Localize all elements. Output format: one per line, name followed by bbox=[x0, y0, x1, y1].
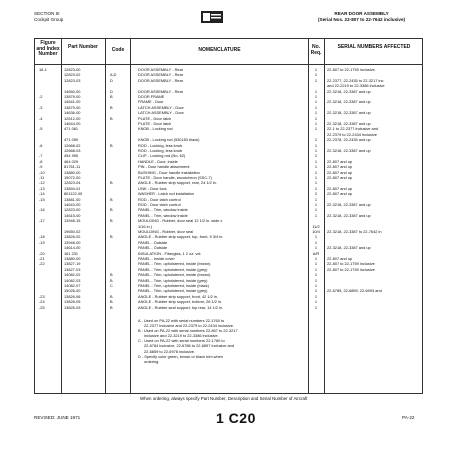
nomenclature-cell: LATCH ASSEMBLY - Door bbox=[138, 104, 184, 110]
part-number-cell: 14615-00 bbox=[64, 212, 81, 218]
nomenclature-cell: PANEL - Trim, upholstered, inside (grey) bbox=[138, 266, 208, 272]
code-cell: D bbox=[110, 88, 113, 94]
note-line: C - Used on PA-22 with serial numbers 22-1760 to bbox=[138, 338, 225, 344]
figure-index-cell: -12 bbox=[39, 180, 45, 186]
part-number-cell: 14650-00 bbox=[64, 88, 81, 94]
nomenclature-cell: DOOR ASSEMBLY - Rear bbox=[138, 67, 184, 72]
quantity-required-cell: 1 bbox=[314, 304, 318, 310]
part-number-cell: 13879-00 bbox=[64, 94, 81, 99]
code-cell: B bbox=[110, 94, 113, 99]
note-line: 22-6859 to 22-6978 inclusive. bbox=[144, 348, 196, 354]
nomenclature-cell: ROD - Locking, less knob bbox=[138, 142, 183, 148]
part-number-cell: 13948-15 bbox=[64, 218, 81, 224]
quantity-required-cell: 1 bbox=[314, 288, 318, 294]
serial-numbers-cell: 22-807 and up bbox=[327, 191, 353, 197]
nomenclature-cell: MOULDING - Rubber, door seal 12 1/2 in. wide x bbox=[138, 218, 223, 224]
part-number-cell: 471 059 bbox=[64, 137, 79, 143]
nomenclature-cell: PANEL - Inside cover bbox=[138, 256, 175, 261]
nomenclature-cell: PANEL - Outside bbox=[138, 245, 168, 251]
note-line: D - Specify color green, brown or black trim when bbox=[138, 353, 223, 359]
quantity-required-cell: 1 bbox=[314, 121, 318, 126]
nomenclature-cell: ANGLE - Rubber strip support, rear, 24 1/2 in. bbox=[138, 180, 217, 186]
quantity-required-cell: 1 bbox=[314, 207, 318, 213]
part-number-cell: 14614-00 bbox=[64, 245, 81, 251]
nomenclature-cell: WASHER - Latch rod installation bbox=[138, 191, 195, 197]
quantity-required-cell: 1 bbox=[314, 180, 318, 186]
nomenclature-cell: PANEL - Trim, upholstered, inside (grey) bbox=[138, 277, 208, 283]
code-cell: B bbox=[110, 142, 113, 148]
serial-numbers-cell: 22-807 and up bbox=[327, 185, 353, 191]
part-number-cell: 14636-00 bbox=[64, 110, 81, 116]
figure-index-cell: -16 bbox=[39, 207, 45, 213]
serial-numbers-cell: 22-3218, 22-3387 and up bbox=[327, 245, 371, 251]
page-identifier: 1 C20 bbox=[216, 410, 256, 426]
piper-logo bbox=[201, 10, 223, 22]
quantity-required-cell: 1 bbox=[314, 67, 318, 72]
quantity-required-cell: 1 bbox=[314, 153, 318, 159]
part-number-cell: 13948-00 bbox=[64, 239, 81, 245]
quantity-required-cell: 1 bbox=[314, 158, 318, 164]
revision-date: REVISED: JUNE 1971 bbox=[34, 415, 81, 420]
serial-numbers-cell: 22-3218, 22-3387 and up bbox=[327, 121, 371, 126]
part-number-cell: 81761-11 bbox=[64, 164, 81, 170]
note-line: 22-2377 inclusive and 22-2379 to 22-2434 inclusive. bbox=[144, 323, 234, 329]
part-number-cell: 471 061 bbox=[64, 126, 79, 132]
figure-index-cell: 16-1 bbox=[39, 67, 47, 72]
part-number-cell: 13826-06 bbox=[64, 293, 81, 299]
serial-numbers-cell: 22-807 and up bbox=[327, 175, 353, 180]
nomenclature-cell: DOOR ASSEMBLY - Rear bbox=[138, 88, 184, 94]
part-number-cell: 14082-07 bbox=[64, 283, 81, 288]
figure-index-cell: -4 bbox=[39, 115, 43, 121]
nomenclature-cell: PANEL - Outside bbox=[138, 239, 168, 245]
part-number-cell: 12823-02 bbox=[64, 72, 81, 78]
serial-numbers-cell: 22-2379 to 22-2434 inclusive bbox=[327, 131, 377, 137]
figure-index-cell: -18 bbox=[39, 234, 45, 240]
quantity-required-cell: 1 bbox=[314, 115, 318, 121]
quantity-required-cell: 1 bbox=[314, 126, 318, 132]
quantity-required-cell: 1 bbox=[314, 88, 318, 94]
part-number-cell: 12668-03 bbox=[64, 148, 81, 153]
code-cell: B bbox=[110, 277, 113, 283]
page-number: PA-22 bbox=[402, 415, 415, 420]
figure-index-cell: -14 bbox=[39, 191, 45, 197]
nomenclature-cell: HANDLE - Door, inside bbox=[138, 158, 178, 164]
nomenclature-cell: PANEL - Trim, window inside bbox=[138, 207, 188, 213]
nomenclature-cell: PIN - Door handle attachment bbox=[138, 164, 190, 170]
nomenclature-cell: INSULATION - Fiberglas, 1 2 oz. vol. bbox=[138, 250, 202, 256]
part-number-cell: 464 029 bbox=[64, 158, 79, 164]
nomenclature-cell: PANEL - Trim, upholstered, inside (brown) bbox=[138, 261, 211, 267]
code-cell: B bbox=[110, 299, 113, 305]
nomenclature-cell: LINK - Door lock bbox=[138, 185, 167, 191]
header-serial-numbers: SERIAL NUMBERS AFFECTED bbox=[337, 44, 411, 50]
part-number-cell: 454 955 bbox=[64, 153, 79, 159]
code-cell: A,D bbox=[110, 72, 117, 78]
serial-numbers-cell: and 22-2219 to 22-3386 inclusive bbox=[327, 83, 385, 89]
quantity-required-cell: 1 bbox=[314, 137, 318, 143]
assembly-subtitle: (Serial Nos. 22-807 to 22-7642 inclusive) bbox=[318, 16, 406, 22]
quantity-required-cell: 1 bbox=[314, 164, 318, 170]
figure-index-cell: -20 bbox=[39, 250, 45, 256]
part-number-cell: 13880-00 bbox=[64, 169, 81, 175]
part-number-cell: 161 231 bbox=[64, 250, 79, 256]
nomenclature-cell: BUSHING - Door handle installation bbox=[138, 169, 200, 175]
part-number-cell: 19650-02 bbox=[64, 229, 81, 234]
ordering-note: When ordering, always specify Part Number, Description and Serial Number of Aircraft bbox=[140, 396, 308, 401]
serial-numbers-cell: 22-3218, 22-3387 and up bbox=[327, 202, 371, 207]
quantity-required-cell: 1 bbox=[314, 94, 318, 99]
part-number-cell: 12823-00 bbox=[64, 207, 81, 213]
note-line: 22-6784 inclusive, 22-6786 to 22-6857 inclusive and bbox=[144, 343, 234, 349]
header-nomenclature: NOMENCLATURE bbox=[198, 47, 241, 53]
figure-index-cell: -5 bbox=[39, 126, 43, 132]
quantity-required-cell: 1 bbox=[314, 272, 318, 278]
part-number-cell: 14082-02 bbox=[64, 272, 81, 278]
figure-index-cell: -2 bbox=[39, 94, 43, 99]
note-line: A - Used on PA-22 with serial numbers 22-1760 to bbox=[138, 318, 225, 323]
figure-index-cell: -17 bbox=[39, 218, 45, 224]
figure-index-cell: -13 bbox=[39, 185, 45, 191]
code-cell: B bbox=[110, 207, 113, 213]
nomenclature-cell: ROD - Door latch control bbox=[138, 196, 181, 202]
note-line: inclusive and 22-3219 to 22-3386 inclusive. bbox=[144, 333, 219, 339]
figure-index-cell: -9 bbox=[39, 164, 43, 170]
note-line: ordering. bbox=[144, 358, 160, 364]
part-number-cell: 13826-05 bbox=[64, 299, 81, 305]
notes-block bbox=[138, 318, 338, 364]
code-cell: B bbox=[110, 218, 113, 224]
quantity-required-cell: 1 bbox=[314, 148, 318, 153]
serial-numbers-cell: 22-3218, 22-3387 and up bbox=[327, 99, 371, 105]
nomenclature-cell: MOULDING - Rubber, door seal bbox=[138, 229, 194, 234]
figure-index-cell: -6 bbox=[39, 142, 43, 148]
table-row bbox=[35, 305, 422, 310]
serial-numbers-cell: 22-3218, 22-3387 and up bbox=[327, 110, 371, 116]
serial-numbers-cell: 22-807 and up bbox=[327, 158, 353, 164]
serial-numbers-cell: 22-807 and up bbox=[327, 164, 353, 170]
figure-index-cell: -24 bbox=[39, 299, 45, 305]
figure-index-cell: -25 bbox=[39, 304, 45, 310]
quantity-required-cell: 1 bbox=[314, 256, 318, 261]
part-number-cell: 13825-03 bbox=[64, 304, 81, 310]
header-divider bbox=[35, 64, 422, 65]
header-part-number: Part Number bbox=[67, 44, 98, 50]
part-number-cell: 12612-00 bbox=[64, 115, 81, 121]
quantity-required-cell: 1 bbox=[314, 283, 318, 288]
part-number-cell: 14643-00 bbox=[64, 202, 81, 207]
section-header bbox=[34, 11, 63, 22]
serial-numbers-cell: 22-3218, 22-3387 and up bbox=[327, 148, 371, 153]
quantity-required-cell: 1 bbox=[314, 277, 318, 283]
serial-numbers-cell: 22-2377, 22-2435 to 22-3217 inc bbox=[327, 77, 384, 83]
serial-numbers-cell: 22-807 to 22-1759 inclusive bbox=[327, 261, 375, 267]
quantity-required-cell: A/R bbox=[312, 250, 320, 256]
quantity-required-cell: 1 bbox=[314, 234, 318, 240]
nomenclature-cell: LATCH ASSEMBLY - Door bbox=[138, 110, 184, 116]
header-figure: Figure and Index Number bbox=[36, 40, 60, 58]
serial-numbers-cell: 22-807 and up bbox=[327, 256, 353, 261]
nomenclature-cell: PANEL - Trim, window inside bbox=[138, 212, 188, 218]
serial-numbers-cell: 22-807 to 22-1759 inclusive bbox=[327, 266, 375, 272]
part-number-cell: 801122-05 bbox=[64, 191, 83, 197]
nomenclature-cell: ANGLE - Rubber strip support, top, front, 9 3/4 in. bbox=[138, 234, 224, 240]
code-cell: B bbox=[110, 304, 113, 310]
nomenclature-cell: PANEL - Trim, upholstered, inside (brown) bbox=[138, 272, 211, 278]
figure-index-cell: -15 bbox=[39, 196, 45, 202]
code-cell: B bbox=[110, 196, 113, 202]
figure-index-cell: -19 bbox=[39, 239, 45, 245]
quantity-required-cell: 1 bbox=[314, 261, 318, 267]
assembly-header bbox=[318, 11, 405, 22]
quantity-required-cell: 1 bbox=[314, 185, 318, 191]
quantity-required-cell: 2 bbox=[314, 191, 318, 197]
part-number-cell: 13881-00 bbox=[64, 196, 81, 202]
nomenclature-cell: PLATE - Door latch bbox=[138, 121, 172, 126]
part-number-cell: 13880-00 bbox=[64, 256, 81, 261]
figure-index-cell: -21 bbox=[39, 256, 45, 261]
nomenclature-cell: 1/16 in.) bbox=[138, 223, 153, 229]
quantity-required-cell: 1 bbox=[314, 245, 318, 251]
quantity-required-cell: 1 bbox=[314, 212, 318, 218]
nomenclature-cell: PANEL - Trim, upholstered, inside (black) bbox=[138, 283, 209, 288]
part-number-cell: 14641-00 bbox=[64, 99, 81, 105]
nomenclature-cell: ROD - Door latch control bbox=[138, 202, 181, 207]
figure-index-cell: -8 bbox=[39, 158, 43, 164]
nomenclature-cell: PLATE - Door latch bbox=[138, 115, 172, 121]
quantity-required-cell: 1 bbox=[314, 299, 318, 305]
code-cell: C bbox=[110, 283, 113, 288]
figure-index-cell: -11 bbox=[39, 175, 45, 180]
part-number-cell: 12823-03 bbox=[64, 77, 81, 83]
note-line: B - Used on PA-22 with serial numbers 22-807 to 22-3217 bbox=[138, 328, 238, 334]
figure-index-cell: -22 bbox=[39, 261, 45, 267]
nomenclature-cell: DOOR ASSEMBLY - Rear bbox=[138, 72, 184, 78]
code-cell: B bbox=[110, 104, 113, 110]
header-code: Code bbox=[111, 47, 125, 53]
nomenclature-cell: ANGLE - Rubber seal support, top rear, 14 1/2 in. bbox=[138, 304, 224, 310]
code-cell: B bbox=[110, 180, 113, 186]
part-number-cell: 12823-00 bbox=[64, 67, 81, 72]
quantity-required-cell: 1 bbox=[314, 77, 318, 83]
nomenclature-cell: PLATE - Door handle, escutcheon (SSC-7) bbox=[138, 175, 212, 180]
nomenclature-cell: KNOB - Locking rod bbox=[138, 126, 173, 132]
code-cell: B bbox=[110, 272, 113, 278]
part-number-cell: 13827-03 bbox=[64, 266, 81, 272]
quantity-required-cell: 11/2 bbox=[312, 223, 320, 229]
part-number-cell: 14082-03 bbox=[64, 277, 81, 283]
serial-numbers-cell: 22-1 to 22-2377 inclusive and bbox=[327, 126, 379, 132]
quantity-required-cell: 10/4 bbox=[312, 229, 320, 234]
quantity-required-cell: 1 bbox=[314, 293, 318, 299]
parts-table bbox=[34, 38, 423, 394]
quantity-required-cell: 1 bbox=[314, 175, 318, 180]
serial-numbers-cell: 22-807 to 22-1759 inclusive bbox=[327, 67, 375, 72]
assembly-title: REAR DOOR ASSEMBLY bbox=[334, 11, 389, 16]
quantity-required-cell: 1 bbox=[314, 196, 318, 202]
serial-numbers-cell: 22-2378, 22-2435 and up bbox=[327, 137, 371, 143]
nomenclature-cell: DOOR FRAME bbox=[138, 94, 165, 99]
nomenclature-cell: PANEL - Trim, upholstered, inside (grey) bbox=[138, 288, 208, 294]
quantity-required-cell: 1 bbox=[314, 110, 318, 116]
nomenclature-cell: ANGLE - Rubber strip support, bottom, 26 1/2 in. bbox=[138, 299, 223, 305]
code-cell: B bbox=[110, 115, 113, 121]
figure-index-cell: -7 bbox=[39, 153, 43, 159]
serial-numbers-cell: 22-6785, 22-6859, 22-6993 and bbox=[327, 288, 382, 294]
quantity-required-cell: 1 bbox=[314, 142, 318, 148]
group-label: Cockpit Group bbox=[34, 16, 64, 22]
part-number-cell: 12823-04 bbox=[64, 180, 81, 186]
part-number-cell: 14644-00 bbox=[64, 121, 81, 126]
quantity-required-cell: 1 bbox=[314, 104, 318, 110]
figure-index-cell: -10 bbox=[39, 169, 45, 175]
nomenclature-cell: ROD - Locking, less knob bbox=[138, 148, 183, 153]
part-number-cell: 13879-00 bbox=[64, 104, 81, 110]
section-label: SECTION III bbox=[34, 11, 60, 16]
nomenclature-cell: FRAME - Door bbox=[138, 99, 164, 105]
serial-numbers-cell: 22-3218, 22-3387 and up bbox=[327, 88, 371, 94]
part-number-cell: 13827-19 bbox=[64, 261, 81, 267]
figure-index-cell: -23 bbox=[39, 293, 45, 299]
nomenclature-cell: DOOR ASSEMBLY - Rear bbox=[138, 77, 184, 83]
nomenclature-cell: CLIP - Locking rod (No. 62) bbox=[138, 153, 186, 159]
part-number-cell: 15026-00 bbox=[64, 288, 81, 294]
header-no-req: No. Req. bbox=[310, 44, 322, 56]
quantity-required-cell: 1 bbox=[314, 266, 318, 272]
quantity-required-cell: 1 bbox=[314, 202, 318, 207]
code-cell: B bbox=[110, 293, 113, 299]
serial-numbers-cell: 22-3218, 22-3387 and up bbox=[327, 212, 371, 218]
figure-index-cell: -3 bbox=[39, 104, 43, 110]
part-number-cell: 13894-01 bbox=[64, 185, 81, 191]
serial-numbers-cell: 22-807 and up bbox=[327, 169, 353, 175]
nomenclature-cell: KNOB - Locking rod (530183 black) bbox=[138, 137, 200, 143]
quantity-required-cell: 1 bbox=[314, 72, 318, 78]
quantity-required-cell: 1 bbox=[314, 239, 318, 245]
quantity-required-cell: 1 bbox=[314, 99, 318, 105]
code-cell: D bbox=[110, 77, 113, 83]
part-number-cell: 13826-02 bbox=[64, 234, 81, 240]
part-number-cell: 15072-00 bbox=[64, 175, 81, 180]
quantity-required-cell: 1 bbox=[314, 169, 318, 175]
nomenclature-cell: ANGLE - Rubber strip support, front, 42 1/2 in. bbox=[138, 293, 219, 299]
serial-numbers-cell: 22-3218, 22-3387 to 22-7642 in bbox=[327, 229, 382, 234]
part-number-cell: 12668-02 bbox=[64, 142, 81, 148]
code-cell: B bbox=[110, 234, 113, 240]
